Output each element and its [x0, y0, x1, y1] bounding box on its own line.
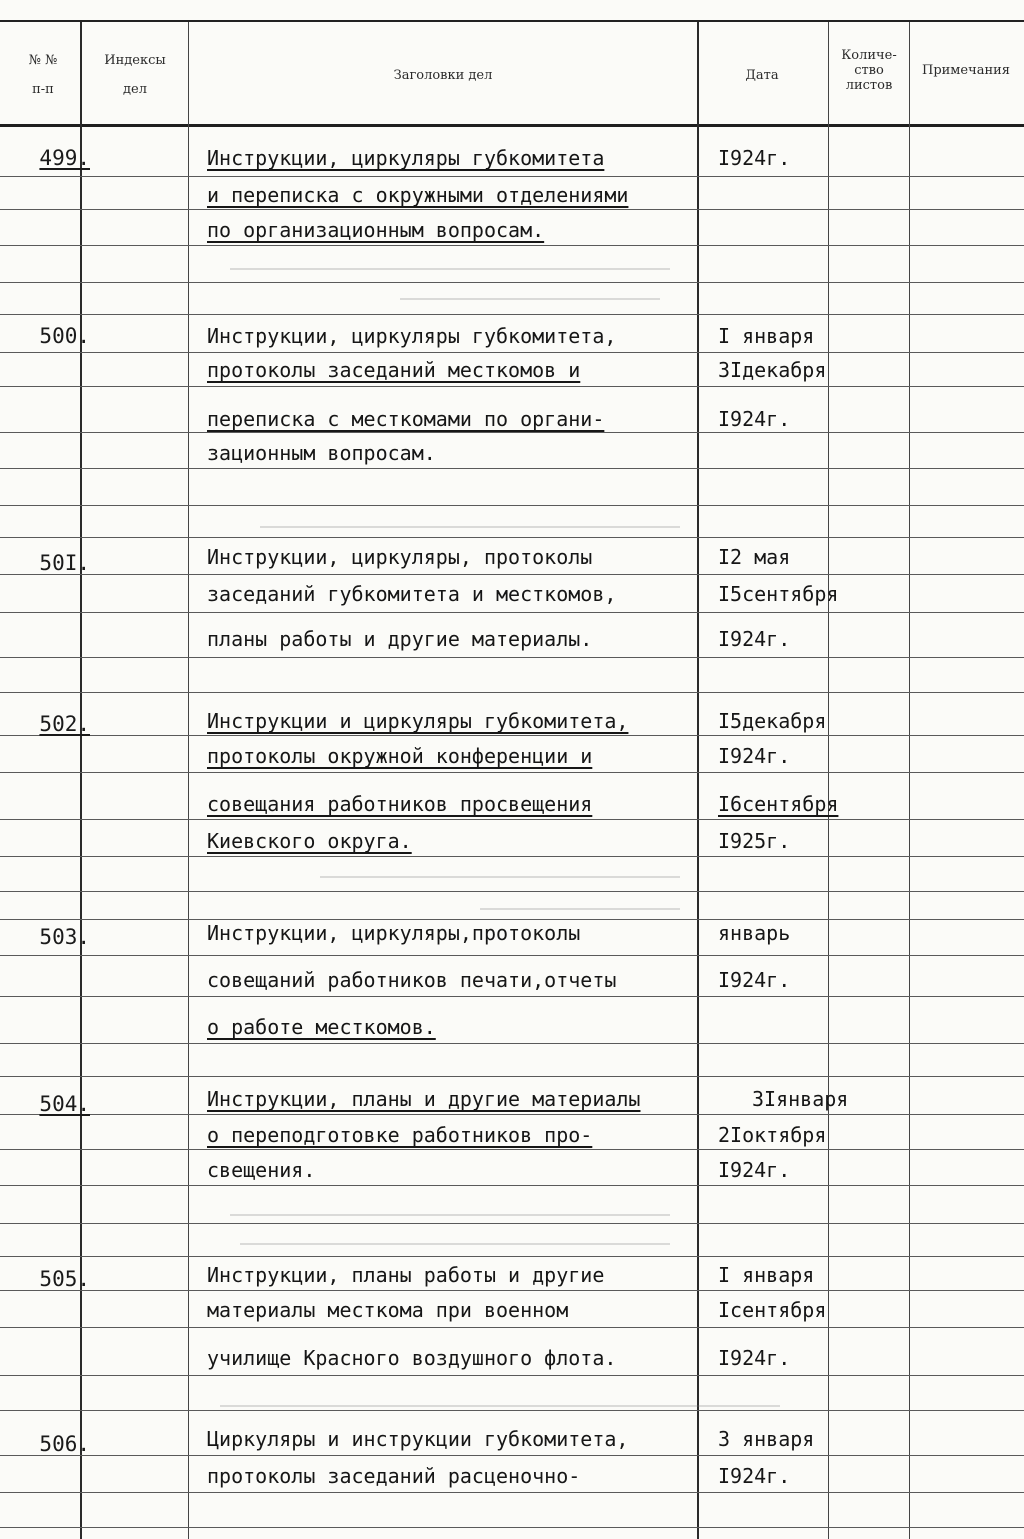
header-index-cell	[84, 30, 186, 120]
header-title: Заголовки дел	[393, 67, 493, 83]
top-border	[0, 20, 1024, 22]
entry-number: 503.	[39, 925, 90, 949]
entry-title-line: Инструкции, циркуляры,протоколы	[207, 921, 581, 945]
entry-date-line: I6сентября	[718, 792, 839, 816]
ruled-line	[0, 386, 1024, 387]
bleed-through-mark	[230, 268, 670, 270]
column-divider	[909, 22, 910, 1539]
entry-title-line: Инструкции, циркуляры губкомитета,	[207, 324, 617, 348]
entry-date-line: I924г.	[718, 1158, 791, 1182]
entry-title-line: свещения.	[207, 1158, 316, 1182]
entry-date-line: 3 января	[718, 1427, 815, 1451]
ruled-line	[0, 1149, 1024, 1150]
ruled-line	[0, 314, 1024, 315]
entry-title-line: Инструкции, планы работы и другие	[207, 1263, 605, 1287]
entry-date-line: I2 мая	[718, 545, 791, 569]
ruled-line	[0, 1455, 1024, 1456]
header-date: Дата	[745, 67, 779, 83]
header-title-cell	[190, 30, 696, 120]
entry-title-line: Киевского округа.	[207, 829, 412, 853]
entry-date-line: I925г.	[718, 829, 791, 853]
bleed-through-mark	[480, 908, 680, 910]
entry-title-line: зационным вопросам.	[207, 441, 436, 465]
entry-title-line: Инструкции, циркуляры, протоколы	[207, 545, 593, 569]
ruled-line	[0, 772, 1024, 773]
entry-title-line: заседаний губкомитета и месткомов,	[207, 582, 617, 606]
entry-title-line: планы работы и другие материалы.	[207, 627, 593, 651]
entry-date-line: 3Iдекабря	[718, 358, 827, 382]
ruled-line	[0, 657, 1024, 658]
entry-title-line: Циркуляры и инструкции губкомитета,	[207, 1427, 629, 1451]
bleed-through-mark	[220, 1405, 780, 1407]
entry-date-line: I924г.	[718, 627, 791, 651]
header-index-line-2: дел	[123, 82, 147, 97]
column-divider	[80, 22, 82, 1539]
column-divider	[828, 22, 829, 1539]
entry-date-line: I924г.	[718, 407, 791, 431]
ruled-line	[0, 819, 1024, 820]
entry-title-line: протоколы заседаний месткомов и	[207, 358, 581, 382]
entry-date-line: I5сентября	[718, 582, 839, 606]
entry-title-line: переписка с месткомами по органи-	[207, 407, 605, 431]
entry-date-line: I января	[718, 1263, 815, 1287]
ruled-line	[0, 1492, 1024, 1493]
entry-date-line: I924г.	[718, 744, 791, 768]
ruled-line	[0, 468, 1024, 469]
ruled-line	[0, 612, 1024, 613]
ruled-line	[0, 1290, 1024, 1291]
entry-title-line: материалы месткома при военном	[207, 1298, 569, 1322]
ruled-line	[0, 1114, 1024, 1115]
entry-date-line: I5декабря	[718, 709, 827, 733]
ruled-line	[0, 1043, 1024, 1044]
entry-number: 499.	[39, 146, 90, 170]
ruled-line	[0, 692, 1024, 693]
entry-date-line: I924г.	[718, 1346, 791, 1370]
ruled-line	[0, 1375, 1024, 1376]
ruled-line	[0, 432, 1024, 433]
bleed-through-mark	[230, 1214, 670, 1216]
ruled-line	[0, 996, 1024, 997]
entry-title-line: совещания работников просвещения	[207, 792, 593, 816]
entry-title-line: протоколы заседаний расценочно-	[207, 1464, 581, 1488]
entry-number: 50I.	[39, 551, 90, 575]
entry-number: 504.	[39, 1092, 90, 1116]
ruled-line	[0, 1410, 1024, 1411]
header-count-line-2: ство	[854, 62, 884, 78]
header-count-line-3: листов	[845, 77, 893, 93]
ruled-line	[0, 955, 1024, 956]
ruled-line	[0, 245, 1024, 246]
column-divider	[188, 22, 189, 1539]
ruled-line	[0, 1223, 1024, 1224]
ruled-line	[0, 352, 1024, 353]
bleed-through-mark	[320, 876, 680, 878]
ruled-line	[0, 1327, 1024, 1328]
bleed-through-mark	[400, 298, 660, 300]
entry-number: 505.	[39, 1267, 90, 1291]
ruled-line	[0, 505, 1024, 506]
ruled-line	[0, 856, 1024, 857]
ruled-line	[0, 574, 1024, 575]
entry-date-line: 2Iоктября	[718, 1123, 827, 1147]
ruled-line	[0, 1527, 1024, 1528]
entry-title-line: училище Красного воздушного флота.	[207, 1346, 617, 1370]
ruled-line	[0, 1256, 1024, 1257]
header-date-cell	[698, 30, 826, 120]
header-number-line-2: п-п	[32, 82, 54, 97]
entry-date-line: январь	[718, 921, 791, 945]
entry-title-line: протоколы окружной конференции и	[207, 744, 593, 768]
header-number-line-1: № №	[28, 53, 58, 68]
entry-title-line: и переписка с окружными отделениями	[207, 183, 629, 207]
ruled-line	[0, 176, 1024, 177]
entry-number: 502.	[39, 712, 90, 736]
entry-date-line: I924г.	[718, 146, 791, 170]
entry-number: 500.	[39, 324, 90, 348]
entry-date-line: I января	[718, 324, 815, 348]
header-notes: Примечания	[921, 62, 1010, 78]
entry-title-line: по организационным вопросам.	[207, 218, 545, 242]
header-notes-cell	[910, 30, 1022, 110]
entry-number: 506.	[39, 1432, 90, 1456]
entry-title-line: о работе месткомов.	[207, 1015, 436, 1039]
entry-title-line: Инструкции, планы и другие материалы	[207, 1087, 641, 1111]
header-index-line-1: Индексы	[104, 53, 166, 68]
entry-title-line: Инструкции, циркуляры губкомитета	[207, 146, 605, 170]
header-count-line-1: Количе-	[841, 47, 897, 63]
column-divider	[697, 22, 699, 1539]
ruled-line	[0, 282, 1024, 283]
header-number-cell	[8, 30, 78, 120]
ruled-line	[0, 209, 1024, 210]
entry-date-line: 3Iянваря	[752, 1087, 849, 1111]
entry-date-line: I924г.	[718, 1464, 791, 1488]
entry-title-line: о переподготовке работников про-	[207, 1123, 593, 1147]
ruled-line	[0, 1185, 1024, 1186]
entry-title-line: Инструкции и циркуляры губкомитета,	[207, 709, 629, 733]
ruled-line	[0, 735, 1024, 736]
ruled-line	[0, 1076, 1024, 1077]
entry-date-line: I924г.	[718, 968, 791, 992]
bleed-through-mark	[240, 1243, 670, 1245]
ruled-line	[0, 919, 1024, 920]
bleed-through-mark	[260, 526, 680, 528]
entry-date-line: Iсентября	[718, 1298, 827, 1322]
header-count-cell	[828, 30, 910, 110]
header-bottom-border	[0, 124, 1024, 127]
ruled-line	[0, 537, 1024, 538]
ruled-line	[0, 891, 1024, 892]
entry-title-line: совещаний работников печати,отчеты	[207, 968, 617, 992]
